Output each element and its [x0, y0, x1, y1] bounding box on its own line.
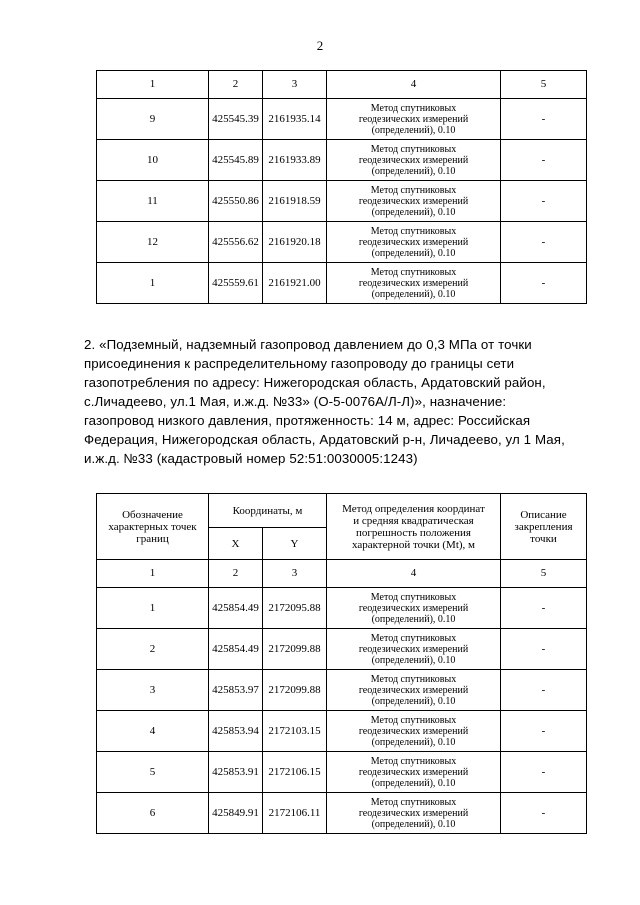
header-fixing-description: Описание закрепления точки — [501, 494, 587, 560]
fixing-description: - — [501, 629, 587, 670]
point-number: 1 — [97, 588, 209, 629]
header-point-designation: Обозначение характерных точек границ — [97, 494, 209, 560]
point-number: 11 — [97, 181, 209, 222]
point-number: 10 — [97, 140, 209, 181]
point-number: 5 — [97, 752, 209, 793]
coord-x: 425545.89 — [209, 140, 263, 181]
header-coordinates: Координаты, м — [209, 494, 327, 528]
method-cell: Метод спутниковых геодезических измерений (определений), 0.10 — [327, 99, 501, 140]
table-row — [97, 752, 587, 793]
coord-x: 425853.91 — [209, 752, 263, 793]
coord-y: 2161935.14 — [263, 99, 327, 140]
method-cell: Метод спутниковых геодезических измерений (определений), 0.10 — [327, 752, 501, 793]
fixing-description: - — [501, 711, 587, 752]
fixing-description: - — [501, 752, 587, 793]
fixing-description: - — [501, 99, 587, 140]
coord-y: 2172106.15 — [263, 752, 327, 793]
method-cell: Метод спутниковых геодезических измерений (определений), 0.10 — [327, 629, 501, 670]
method-cell: Метод спутниковых геодезических измерений (определений), 0.10 — [327, 140, 501, 181]
col-num: 5 — [501, 71, 587, 99]
col-num: 5 — [501, 560, 587, 588]
page-number: 2 — [316, 38, 324, 53]
header-method: Метод определения координат и средняя квадратическая погрешность положения характерной точки (Mt), м — [327, 494, 501, 560]
table-row — [97, 670, 587, 711]
table-row — [97, 711, 587, 752]
paragraph-line: присоединения к распределительному газопроводу до границы сети — [84, 356, 515, 371]
table-row — [97, 181, 587, 222]
table-row — [97, 793, 587, 834]
fixing-description: - — [501, 588, 587, 629]
coord-x: 425853.94 — [209, 711, 263, 752]
coord-y: 2161921.00 — [263, 263, 327, 304]
point-number: 3 — [97, 670, 209, 711]
coord-x: 425556.62 — [209, 222, 263, 263]
table-row — [97, 588, 587, 629]
col-num: 1 — [97, 71, 209, 99]
point-number: 6 — [97, 793, 209, 834]
coord-x: 425545.39 — [209, 99, 263, 140]
paragraph-line: с.Личадеево, ул.1 Мая, и.ж.д. №33» (О-5-0076А/Л-Л)», назначение: — [84, 394, 507, 409]
table-row — [97, 222, 587, 263]
header-y: Y — [263, 528, 327, 560]
header-row — [97, 494, 587, 528]
coord-x: 425559.61 — [209, 263, 263, 304]
coord-y: 2161918.59 — [263, 181, 327, 222]
paragraph-line: Федерация, Нижегородская область, Ардатовский р-н, Личадеево, ул 1 Мая, — [84, 432, 565, 447]
paragraph-line: и.ж.д. №33 (кадастровый номер 52:51:0030005:1243) — [84, 451, 418, 466]
table-row — [97, 629, 587, 670]
fixing-description: - — [501, 793, 587, 834]
point-number: 12 — [97, 222, 209, 263]
fixing-description: - — [501, 181, 587, 222]
coord-y: 2172106.11 — [263, 793, 327, 834]
method-cell: Метод спутниковых геодезических измерений (определений), 0.10 — [327, 711, 501, 752]
table-row — [97, 263, 587, 304]
coordinates-table-continued — [96, 70, 587, 304]
coordinates-table — [96, 493, 587, 834]
method-cell: Метод спутниковых геодезических измерений (определений), 0.10 — [327, 793, 501, 834]
col-num: 1 — [97, 560, 209, 588]
point-number: 2 — [97, 629, 209, 670]
header-x: X — [209, 528, 263, 560]
coord-x: 425854.49 — [209, 629, 263, 670]
coord-y: 2172103.15 — [263, 711, 327, 752]
point-number: 9 — [97, 99, 209, 140]
method-cell: Метод спутниковых геодезических измерений (определений), 0.10 — [327, 670, 501, 711]
coord-y: 2161933.89 — [263, 140, 327, 181]
method-cell: Метод спутниковых геодезических измерений (определений), 0.10 — [327, 263, 501, 304]
fixing-description: - — [501, 263, 587, 304]
column-number-row — [97, 560, 587, 588]
coord-y: 2172095.88 — [263, 588, 327, 629]
col-num: 2 — [209, 71, 263, 99]
object-description-paragraph — [84, 335, 592, 468]
method-cell: Метод спутниковых геодезических измерений (определений), 0.10 — [327, 181, 501, 222]
coord-y: 2161920.18 — [263, 222, 327, 263]
coord-x: 425550.86 — [209, 181, 263, 222]
fixing-description: - — [501, 222, 587, 263]
method-cell: Метод спутниковых геодезических измерений (определений), 0.10 — [327, 588, 501, 629]
column-number-row — [97, 71, 587, 99]
paragraph-line: газопотребления по адресу: Нижегородская область, Ардатовский район, — [84, 375, 546, 390]
fixing-description: - — [501, 670, 587, 711]
point-number: 4 — [97, 711, 209, 752]
col-num: 2 — [209, 560, 263, 588]
table-row — [97, 99, 587, 140]
coord-x: 425854.49 — [209, 588, 263, 629]
paragraph-line: газопровод низкого давления, протяженность: 14 м, адрес: Российская — [84, 413, 531, 428]
coord-x: 425849.91 — [209, 793, 263, 834]
table-row — [97, 140, 587, 181]
point-number: 1 — [97, 263, 209, 304]
col-num: 4 — [327, 71, 501, 99]
col-num: 4 — [327, 560, 501, 588]
coord-x: 425853.97 — [209, 670, 263, 711]
method-cell: Метод спутниковых геодезических измерений (определений), 0.10 — [327, 222, 501, 263]
coord-y: 2172099.88 — [263, 670, 327, 711]
col-num: 3 — [263, 560, 327, 588]
fixing-description: - — [501, 140, 587, 181]
col-num: 3 — [263, 71, 327, 99]
paragraph-line: 2. «Подземный, надземный газопровод давлением до 0,3 МПа от точки — [84, 337, 532, 352]
coord-y: 2172099.88 — [263, 629, 327, 670]
